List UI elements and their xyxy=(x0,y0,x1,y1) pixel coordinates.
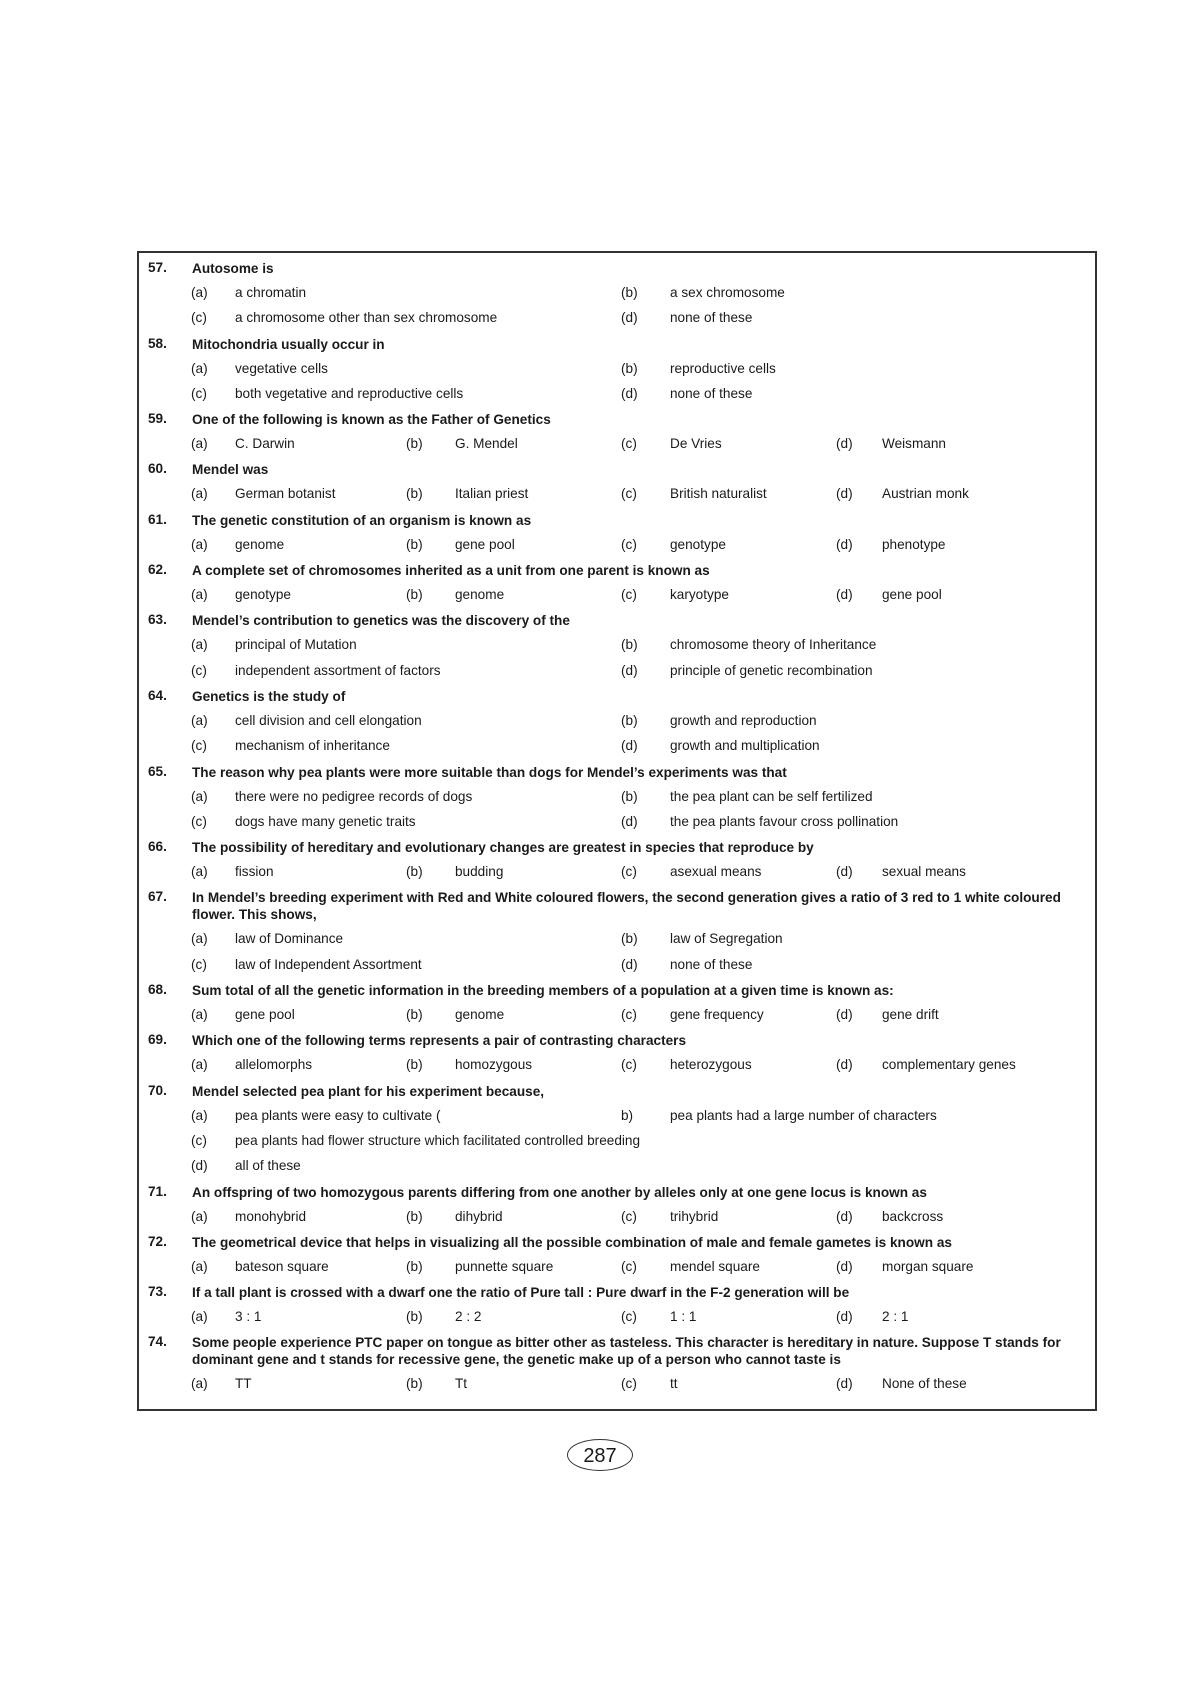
option-text: there were no pedigree records of dogs xyxy=(235,788,473,804)
question xyxy=(139,332,1095,357)
option-label: (b) xyxy=(406,864,423,880)
option-text: a chromatin xyxy=(235,285,307,300)
option-text: TT xyxy=(235,1376,252,1392)
option-text: pea plants were easy to cultivate ( xyxy=(235,1107,441,1123)
option-text: cell division and cell elongation xyxy=(235,712,422,728)
question xyxy=(139,885,1095,927)
option-label: (c) xyxy=(621,1057,637,1073)
option-text: principal of Mutation xyxy=(235,637,357,653)
option-label: (c) xyxy=(621,1007,637,1023)
question-text: Autosome is xyxy=(192,261,274,276)
option-text: independent assortment of factors xyxy=(235,662,441,678)
option-label: (a) xyxy=(191,1208,208,1224)
option-label: (b) xyxy=(621,360,638,376)
option-label: (d) xyxy=(621,813,638,829)
option-label: (a) xyxy=(191,931,208,947)
question-number: 59. xyxy=(148,411,167,427)
option-label: (b) xyxy=(621,931,638,947)
option-row xyxy=(139,860,1095,885)
option-row xyxy=(139,533,1095,558)
option-label: (a) xyxy=(191,788,208,804)
option-label: (a) xyxy=(191,1258,208,1274)
option-label: (b) xyxy=(406,1057,423,1073)
option-row xyxy=(139,1154,1095,1179)
option-text: none of these xyxy=(670,310,753,326)
option-label: (a) xyxy=(191,712,208,728)
question-number: 63. xyxy=(148,612,167,628)
option-text: complementary genes xyxy=(882,1057,1016,1073)
option-label: (b) xyxy=(621,637,638,653)
question xyxy=(139,457,1095,482)
question-text: An offspring of two homozygous parents differing from one another by alleles only at one gene locus is known as xyxy=(192,1184,927,1200)
option-label: (c) xyxy=(191,310,207,326)
option-text: punnette square xyxy=(455,1258,554,1274)
question xyxy=(139,1330,1095,1372)
option-label: (a) xyxy=(191,1057,208,1073)
option-text: the pea plants favour cross pollination xyxy=(670,813,899,829)
question-text: Genetics is the study of xyxy=(192,688,346,704)
option-label: (a) xyxy=(191,637,208,653)
option-row xyxy=(139,709,1095,734)
option-row xyxy=(139,659,1095,684)
question-number: 61. xyxy=(148,511,167,527)
question-text: In Mendel’s breeding experiment with Red and White coloured flowers, the second generation gives a ratio of 3 red to 1 white coloured flower. This shows, xyxy=(192,890,1061,923)
option-text: a sex chromosome xyxy=(670,285,785,300)
option-label: (a) xyxy=(191,1309,208,1325)
option-label: (a) xyxy=(191,360,208,376)
question-text: The reason why pea plants were more suitable than dogs for Mendel’s experiments was that xyxy=(192,764,787,780)
option-label: (a) xyxy=(191,1376,208,1392)
option-label: (b) xyxy=(406,1007,423,1023)
option-row xyxy=(139,583,1095,608)
option-label: (d) xyxy=(836,1258,853,1274)
question xyxy=(139,1028,1095,1053)
option-text: growth and multiplication xyxy=(670,738,820,754)
option-label: (b) xyxy=(406,1309,423,1325)
question-number: 65. xyxy=(148,763,167,779)
question-number: 70. xyxy=(148,1082,167,1098)
option-label: (c) xyxy=(191,956,207,972)
option-text: sexual means xyxy=(882,864,966,880)
option-text: law of Independent Assortment xyxy=(235,956,422,972)
option-label: (b) xyxy=(406,1376,423,1392)
option-label: (b) xyxy=(621,285,638,300)
option-text: monohybrid xyxy=(235,1208,307,1224)
option-label: (c) xyxy=(621,486,637,502)
option-text: chromosome theory of Inheritance xyxy=(670,637,877,653)
option-label: (d) xyxy=(836,536,853,552)
option-text: the pea plant can be self fertilized xyxy=(670,788,873,804)
option-text: trihybrid xyxy=(670,1208,719,1224)
option-label: (d) xyxy=(836,1309,853,1325)
question xyxy=(139,978,1095,1003)
option-label: (c) xyxy=(191,385,207,401)
question-number: 68. xyxy=(148,982,167,998)
option-text: gene pool xyxy=(235,1007,295,1023)
option-text: heterozygous xyxy=(670,1057,752,1073)
option-label: (a) xyxy=(191,486,208,502)
question-text: Which one of the following terms represents a pair of contrasting characters xyxy=(192,1033,687,1049)
option-row xyxy=(139,432,1095,457)
option-label: (c) xyxy=(621,436,637,452)
option-row xyxy=(139,382,1095,407)
option-label: (d) xyxy=(836,1208,853,1224)
option-text: growth and reproduction xyxy=(670,712,817,728)
question-text: Sum total of all the genetic information in the breeding members of a population at a given time is known as: xyxy=(192,983,894,999)
option-row xyxy=(139,953,1095,978)
option-label: (d) xyxy=(836,1007,853,1023)
option-text: Weismann xyxy=(882,436,946,452)
question-number: 74. xyxy=(148,1334,167,1350)
option-label: (b) xyxy=(621,712,638,728)
option-text: karyotype xyxy=(670,587,729,603)
option-text: gene drift xyxy=(882,1007,939,1023)
question-text: The genetic constitution of an organism is known as xyxy=(192,512,532,528)
option-row xyxy=(139,357,1095,382)
option-label: (c) xyxy=(191,662,207,678)
option-row xyxy=(139,633,1095,658)
question xyxy=(139,1079,1095,1104)
option-text: bateson square xyxy=(235,1258,329,1274)
option-row xyxy=(139,1129,1095,1154)
option-text: gene frequency xyxy=(670,1007,764,1023)
option-text: pea plants had a large number of characters xyxy=(670,1107,937,1123)
option-text: 2 : 2 xyxy=(455,1309,482,1325)
option-label: (b) xyxy=(406,587,423,603)
question-number: 57. xyxy=(148,260,167,275)
option-label: (b) xyxy=(406,1208,423,1224)
option-text: Tt xyxy=(455,1376,468,1392)
option-text: dihybrid xyxy=(455,1208,503,1224)
question-text: Some people experience PTC paper on tongue as bitter other as tasteless. This character is hereditary in nature. Suppose T stands for dominant gene and t stands for recessive gene, the genetic make up of a person who cannot taste is xyxy=(192,1335,1061,1368)
option-row xyxy=(139,734,1095,759)
question-number: 72. xyxy=(148,1233,167,1249)
option-label: (c) xyxy=(191,738,207,754)
option-label: (c) xyxy=(621,864,637,880)
option-text: genome xyxy=(455,1007,505,1023)
question-text: Mitochondria usually occur in xyxy=(192,336,385,352)
option-text: mechanism of inheritance xyxy=(235,738,390,754)
option-text: tt xyxy=(670,1376,678,1392)
option-text: 1 : 1 xyxy=(670,1309,697,1325)
option-row xyxy=(139,306,1095,331)
option-text: British naturalist xyxy=(670,486,767,502)
option-text: allelomorphs xyxy=(235,1057,313,1073)
question-number: 60. xyxy=(148,461,167,477)
option-label: (d) xyxy=(621,310,638,326)
question-number: 71. xyxy=(148,1183,167,1199)
option-text: none of these xyxy=(670,956,753,972)
option-text: genome xyxy=(455,587,505,603)
option-text: genotype xyxy=(670,536,726,552)
question xyxy=(139,835,1095,860)
option-label: (c) xyxy=(621,536,637,552)
option-text: Italian priest xyxy=(455,486,529,502)
option-label: (d) xyxy=(836,864,853,880)
option-text: asexual means xyxy=(670,864,762,880)
option-label: b) xyxy=(621,1107,634,1123)
option-text: genotype xyxy=(235,587,291,603)
option-label: (a) xyxy=(191,1007,208,1023)
option-label: (c) xyxy=(621,587,637,603)
option-label: (c) xyxy=(191,1132,207,1148)
option-text: fission xyxy=(235,864,274,880)
question-text: One of the following is known as the Father of Genetics xyxy=(192,412,551,428)
option-row xyxy=(139,810,1095,835)
option-text: dogs have many genetic traits xyxy=(235,813,416,829)
option-label: (c) xyxy=(191,813,207,829)
option-label: (a) xyxy=(191,1107,208,1123)
option-label: (b) xyxy=(406,1258,423,1274)
option-row xyxy=(139,1104,1095,1129)
option-text: De Vries xyxy=(670,436,722,452)
option-row xyxy=(139,1205,1095,1230)
option-label: (d) xyxy=(836,587,853,603)
option-text: genome xyxy=(235,536,285,552)
option-label: (c) xyxy=(621,1376,637,1392)
option-label: (c) xyxy=(621,1309,637,1325)
question xyxy=(139,558,1095,583)
question-number: 64. xyxy=(148,687,167,703)
question-text: If a tall plant is crossed with a dwarf one the ratio of Pure tall : Pure dwarf in the F-2 generation will be xyxy=(192,1285,850,1301)
question xyxy=(139,256,1095,281)
question xyxy=(139,1180,1095,1205)
question xyxy=(139,1280,1095,1305)
option-row xyxy=(139,1053,1095,1078)
option-text: pea plants had flower structure which facilitated controlled breeding xyxy=(235,1132,641,1148)
option-row xyxy=(139,1372,1095,1397)
option-label: (d) xyxy=(836,486,853,502)
option-label: (b) xyxy=(406,436,423,452)
option-text: mendel square xyxy=(670,1258,760,1274)
option-label: (d) xyxy=(621,385,638,401)
option-text: law of Dominance xyxy=(235,931,344,947)
option-label: (a) xyxy=(191,436,208,452)
question-number: 73. xyxy=(148,1284,167,1300)
option-text: budding xyxy=(455,864,504,880)
question xyxy=(139,760,1095,785)
option-row xyxy=(139,1255,1095,1280)
question-box xyxy=(137,251,1097,1411)
option-label: (a) xyxy=(191,285,208,300)
question xyxy=(139,608,1095,633)
question xyxy=(139,508,1095,533)
question-number: 58. xyxy=(148,335,167,351)
option-label: (d) xyxy=(621,738,638,754)
option-row xyxy=(139,281,1095,306)
option-text: G. Mendel xyxy=(455,436,518,452)
option-text: principle of genetic recombination xyxy=(670,662,873,678)
option-label: (a) xyxy=(191,864,208,880)
option-row xyxy=(139,1003,1095,1028)
question xyxy=(139,1230,1095,1255)
option-label: (c) xyxy=(621,1258,637,1274)
question-text: A complete set of chromosomes inherited as a unit from one parent is known as xyxy=(192,563,710,579)
option-text: backcross xyxy=(882,1208,944,1224)
option-label: (a) xyxy=(191,536,208,552)
question-number: 67. xyxy=(148,889,167,905)
option-text: law of Segregation xyxy=(670,931,783,947)
option-text: none of these xyxy=(670,385,753,401)
option-label: (d) xyxy=(836,436,853,452)
option-text: Austrian monk xyxy=(882,486,969,502)
option-text: gene pool xyxy=(882,587,942,603)
page-number: 287 xyxy=(567,1439,633,1471)
question-number: 69. xyxy=(148,1032,167,1048)
option-label: (d) xyxy=(621,956,638,972)
option-text: a chromosome other than sex chromosome xyxy=(235,310,498,326)
question-number: 66. xyxy=(148,839,167,855)
option-row xyxy=(139,785,1095,810)
option-text: phenotype xyxy=(882,536,946,552)
option-row xyxy=(139,1305,1095,1330)
question-text: The geometrical device that helps in visualizing all the possible combination of male and female gametes is known as xyxy=(192,1234,952,1250)
option-text: vegetative cells xyxy=(235,360,328,376)
option-text: reproductive cells xyxy=(670,360,776,376)
option-label: (b) xyxy=(406,536,423,552)
question-text: Mendel’s contribution to genetics was the discovery of the xyxy=(192,613,570,629)
option-label: (d) xyxy=(621,662,638,678)
option-text: homozygous xyxy=(455,1057,533,1073)
option-text: None of these xyxy=(882,1376,967,1392)
option-label: (c) xyxy=(621,1208,637,1224)
option-text: all of these xyxy=(235,1158,301,1174)
option-label: (b) xyxy=(621,788,638,804)
option-text: gene pool xyxy=(455,536,515,552)
option-text: 2 : 1 xyxy=(882,1309,909,1325)
question-text: Mendel selected pea plant for his experiment because, xyxy=(192,1083,545,1099)
question-text: Mendel was xyxy=(192,462,269,478)
option-row xyxy=(139,927,1095,952)
question-text: The possibility of hereditary and evolutionary changes are greatest in species that reproduce by xyxy=(192,840,814,856)
question xyxy=(139,407,1095,432)
option-label: (b) xyxy=(406,486,423,502)
option-text: morgan square xyxy=(882,1258,974,1274)
question xyxy=(139,684,1095,709)
option-label: (d) xyxy=(836,1057,853,1073)
option-label: (d) xyxy=(836,1376,853,1392)
option-text: German botanist xyxy=(235,486,336,502)
option-label: (d) xyxy=(191,1158,208,1174)
option-text: 3 : 1 xyxy=(235,1309,262,1325)
option-text: C. Darwin xyxy=(235,436,295,452)
option-row xyxy=(139,482,1095,507)
option-label: (a) xyxy=(191,587,208,603)
question-number: 62. xyxy=(148,562,167,578)
option-text: both vegetative and reproductive cells xyxy=(235,385,464,401)
